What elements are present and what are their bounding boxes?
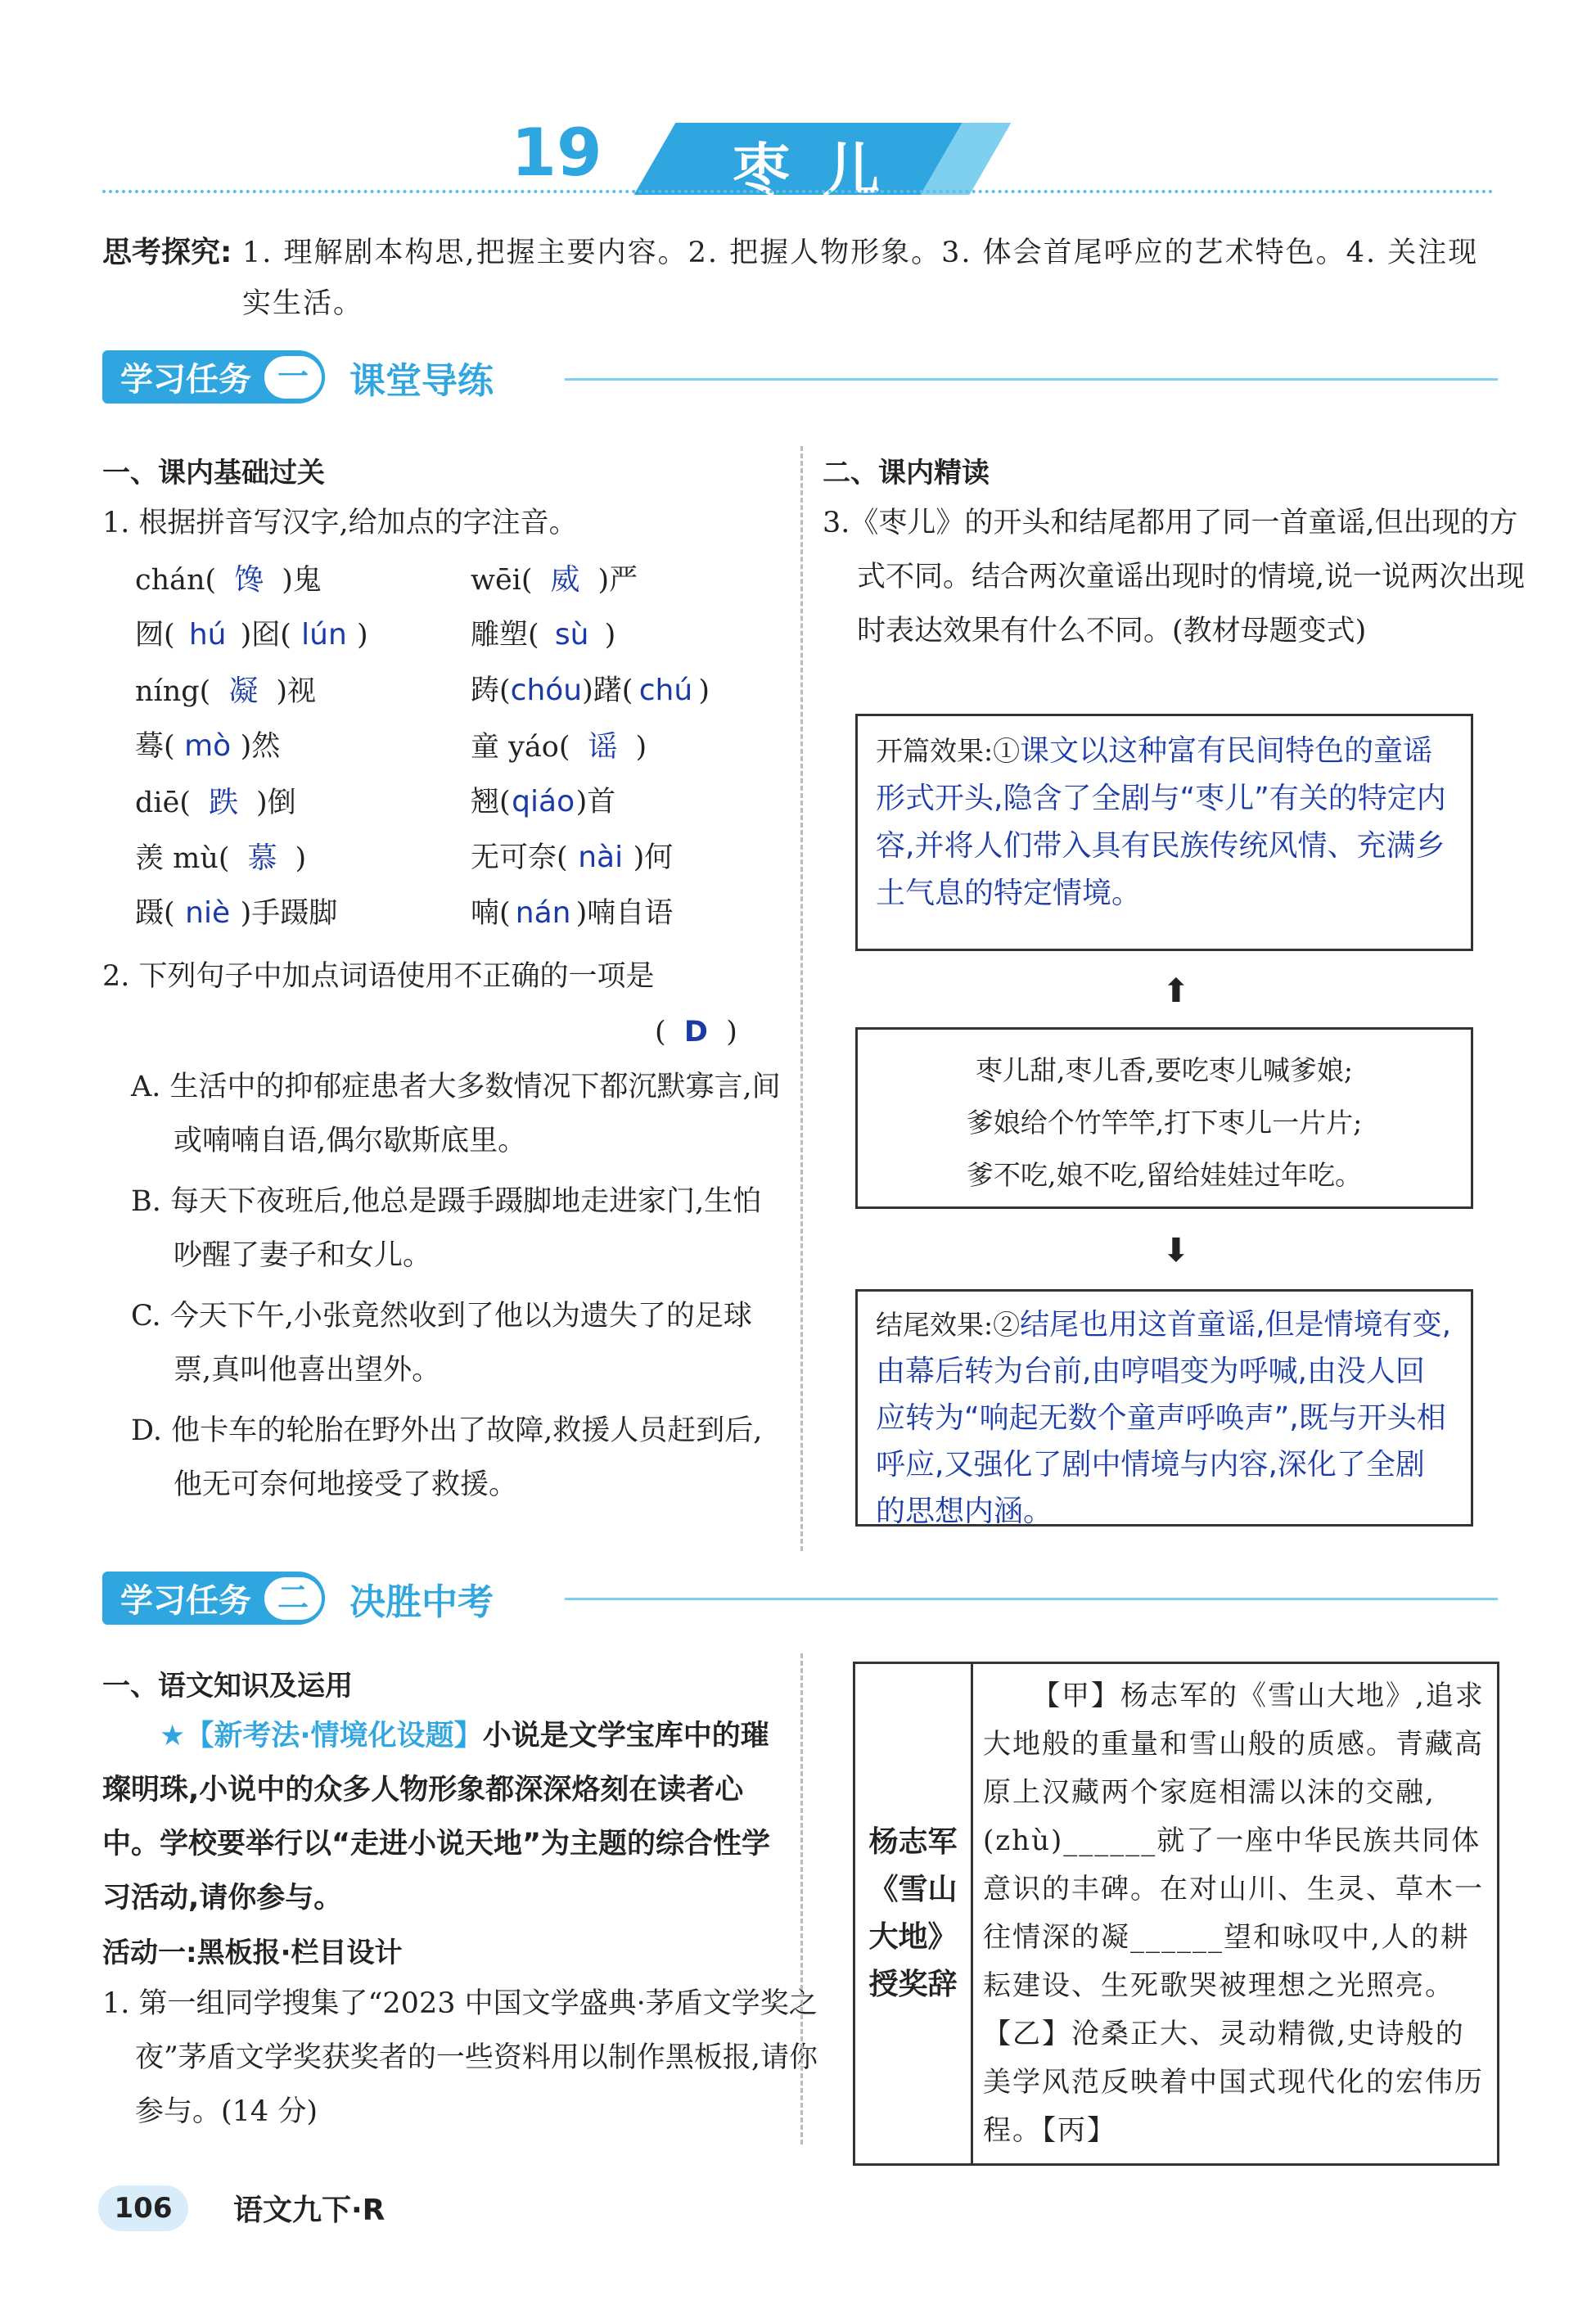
part2-heading: 二、课内精读: [823, 457, 990, 489]
pinyin-item: [471, 668, 790, 724]
task1-label: 学习任务: [102, 350, 325, 404]
pinyin-text: 蓦(: [135, 730, 175, 763]
page-number: 106: [98, 2185, 188, 2231]
pinyin-answer: sù: [554, 618, 589, 652]
pinyin-text: 无可奈(: [471, 841, 568, 874]
part3-heading: 一、语文知识及运用: [102, 1670, 353, 1702]
pinyin-item: [135, 779, 471, 835]
task2-banner: [102, 1572, 494, 1625]
lesson-number: 19: [511, 115, 602, 191]
pinyin-answer: 谣: [588, 730, 618, 764]
end-effect-box: [855, 1289, 1473, 1527]
pinyin-text: 蹑(: [135, 897, 175, 930]
pinyin-answer: hú: [188, 618, 227, 652]
thinking-text: 1. 理解剧本构思,把握主要内容。2. 把握人物形象。3. 体会首尾呼应的艺术特色。4. 关注现实生活。: [242, 237, 1479, 320]
pinyin-answer: lún: [301, 618, 347, 652]
pinyin-answer: 威: [550, 563, 580, 597]
q2-stem: 2. 下列句子中加点词语使用不正确的一项是: [102, 960, 655, 993]
q1-stem: 1. 根据拼音写汉字,给加点的字注音。: [102, 507, 578, 539]
pinyin-grid: [135, 557, 790, 946]
q2-option-d: D. 他卡车的轮胎在野外出了故障,救援人员赶到后,他无可奈何地接受了救援。: [131, 1414, 763, 1501]
column-divider: [800, 446, 803, 1551]
pinyin-item: [471, 779, 790, 835]
open-effect-answer: 课文以这种富有民间特色的童谣形式开头,隐含了全剧与“枣儿”有关的特定内容,并将人们带入具有民族传统风情、充满乡土气息的特定情境。: [876, 734, 1446, 910]
pinyin-answer: mò: [184, 729, 232, 763]
pinyin-text: )倒: [255, 787, 296, 819]
q2-answer-bracket: ( D ): [655, 1016, 737, 1049]
book-label: 语文九下·R: [233, 2194, 385, 2227]
pinyin-item: [135, 557, 471, 612]
rhyme-line-1: 枣儿甜,枣儿香,要吃枣儿喊爹娘;: [975, 1054, 1354, 1086]
pinyin-item: [471, 724, 790, 779]
task2-rule: [565, 1598, 1498, 1600]
arrow-down-icon: ⬇: [1162, 1232, 1190, 1270]
pinyin-text: )囵(: [240, 619, 291, 652]
header-rule: [102, 190, 1494, 193]
part3-intro: 小说是文学宝库中的璀璨明珠,小说中的众多人物形象都深深烙刻在读者心中。学校要举行以“走进小说天地”为主题的综合性学习活动,请你参与。: [102, 1720, 771, 1914]
pinyin-item: [135, 612, 471, 668]
pinyin-text: 雕塑(: [471, 619, 539, 652]
pinyin-item: [135, 891, 471, 946]
pinyin-text: ): [295, 842, 307, 875]
pinyin-text: 童 yáo(: [471, 731, 570, 764]
rhyme-box: [855, 1027, 1473, 1209]
pinyin-text: )手蹑脚: [240, 897, 338, 930]
part3-q1: 1. 第一组同学搜集了“2023 中国文学盛典·茅盾文学奖之夜”茅盾文学奖获奖者的一些资料用以制作黑板报,请你参与。(14 分): [102, 1987, 818, 2128]
arrow-up-icon: ⬆: [1162, 972, 1190, 1010]
pinyin-answer: 馋: [234, 563, 264, 597]
pinyin-text: )首: [575, 786, 616, 819]
award-text: 【甲】杨志军的《雪山大地》,追求大地般的重量和雪山般的质感。青藏高原上汉藏两个家庭相濡以沫的交融,(zhù)______就了一座中华民族共同体意识的丰碑。在对山川、生灵、草木一往情深的凝______望和咏叹中,人的耕耘建设、生死歌哭被理想之光照亮。【乙】沧桑正大、灵动精微,史诗般的美学风范反映着中国式现代化的宏伟历程。【丙】: [983, 1680, 1485, 2147]
pinyin-text: )何: [633, 841, 674, 874]
part3-intro-block: [102, 1709, 786, 1925]
pinyin-answer: chóu: [510, 674, 583, 707]
pinyin-text: ): [356, 619, 368, 652]
pinyin-answer: chú: [638, 674, 693, 707]
q2-option-b: B. 每天下夜班后,他总是蹑手蹑脚地走进家门,生怕吵醒了妻子和女儿。: [131, 1185, 762, 1272]
task2-subtitle: 决胜中考: [349, 1581, 494, 1623]
q2-option-c: C. 今天下午,小张竟然收到了他以为遗失了的足球票,真叫他喜出望外。: [131, 1300, 752, 1387]
pinyin-answer: 凝: [228, 674, 259, 708]
open-effect-box: [855, 714, 1473, 951]
column-divider-2: [800, 1653, 803, 2144]
activity-heading: 活动一:黑板报·栏目设计: [102, 1937, 403, 1969]
pinyin-text: )严: [597, 564, 638, 597]
pinyin-text: )然: [240, 730, 281, 763]
end-effect-label: 结尾效果:②: [876, 1309, 1021, 1341]
pinyin-item: [471, 612, 790, 668]
q2-answer: D: [683, 1016, 708, 1049]
pinyin-item: [135, 835, 471, 891]
task1-banner: [102, 350, 494, 404]
pinyin-text: 翘(: [471, 786, 511, 819]
pinyin-text: 踌(: [471, 674, 511, 707]
task2-num: 二: [261, 1574, 325, 1623]
rhyme-line-2: 爹娘给个竹竿竿,打下枣儿一片片;: [966, 1107, 1363, 1139]
q2-options: [131, 1060, 786, 1512]
pinyin-item: [135, 668, 471, 724]
rhyme-line-3: 爹不吃,娘不吃,留给娃娃过年吃。: [967, 1159, 1362, 1191]
pinyin-item: [471, 891, 790, 946]
pinyin-answer: 跌: [208, 786, 238, 819]
pinyin-text: 喃(: [471, 897, 511, 930]
pinyin-text: ): [604, 619, 616, 652]
pinyin-text: chán(: [135, 564, 217, 597]
pinyin-answer: 慕: [247, 841, 277, 875]
thinking-label: 思考探究:: [102, 236, 232, 269]
star-tag: ★【新考法·情境化设题】: [160, 1720, 483, 1752]
pinyin-text: )喃自语: [575, 897, 674, 930]
pinyin-answer: nán: [515, 896, 571, 930]
open-effect-label: 开篇效果:①: [876, 735, 1021, 767]
pinyin-item: [471, 557, 790, 612]
task1-num: 一: [261, 353, 325, 402]
pinyin-text: )视: [276, 675, 316, 708]
lesson-title: 枣儿: [733, 137, 913, 204]
task2-label: 学习任务: [102, 1572, 325, 1625]
pinyin-item: [471, 835, 790, 891]
task1-rule: [565, 378, 1498, 381]
award-label: 杨志军《雪山大地》授奖辞: [868, 1825, 958, 2001]
award-table: [853, 1662, 1499, 2166]
pinyin-text: 羡 mù(: [135, 842, 230, 875]
end-effect-answer: 结尾也用这首童谣,但是情境有变,由幕后转为台前,由哼唱变为呼喊,由没人回应转为“响起无数个童声呼唤声”,既与开头相呼应,又强化了剧中情境与内容,深化了全剧的思想内涵。: [876, 1308, 1452, 1528]
pinyin-text: níng(: [135, 675, 211, 708]
pinyin-text: 囫(: [135, 619, 175, 652]
pinyin-text: wēi(: [471, 564, 533, 597]
pinyin-text: ): [635, 731, 647, 764]
pinyin-text: ): [698, 674, 710, 707]
pinyin-item: [135, 724, 471, 779]
pinyin-text: diē(: [135, 787, 191, 819]
q3-stem: 3.《枣儿》的开头和结尾都用了同一首童谣,但出现的方式不同。结合两次童谣出现时的情境,说一说两次出现时表达效果有什么不同。(教材母题变式): [823, 507, 1526, 647]
task1-subtitle: 课堂导练: [349, 359, 494, 402]
pinyin-answer: qiáo: [512, 785, 575, 819]
pinyin-answer: nài: [578, 841, 624, 874]
pinyin-answer: niè: [185, 896, 231, 930]
pinyin-text: )鬼: [282, 564, 322, 597]
q2-option-a: A. 生活中的抑郁症患者大多数情况下都沉默寡言,间或喃喃自语,偶尔歇斯底里。: [131, 1071, 781, 1157]
part1-heading: 一、课内基础过关: [102, 457, 325, 489]
pinyin-text: )躇(: [582, 674, 633, 707]
